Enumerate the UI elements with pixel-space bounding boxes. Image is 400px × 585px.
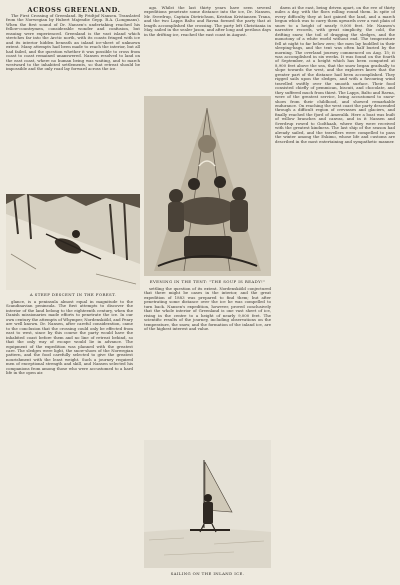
text-column-1 [6, 14, 140, 190]
sailing-caption: SAILING ON THE INLAND ICE. [170, 571, 245, 576]
text-column-5 [144, 287, 271, 435]
forest-descent-illustration [6, 194, 140, 290]
column-3-text: dawn at the east, being driven apart, on the eve of thirty miles a day, with the floes rolling round them. In spite of every difficulty they at last gained the land, and a march begun which was to carry them upwards over a vast plain of snow to a height of nearly 9,000 feet. Mr. Nansen's narrative records, with great simplicity, the cold, the drifting snow, the toil of dragging the sledges, and the monotony of a white world without end. The temperature fell at night to far below zero; the men lay huddled in their sleeping-bags, and the tent was often half buried by the morning. The overland journey commenced on Aug. 15; it was accomplished in six weeks. It was found on the fourth of September, at a height which has been computed at 8,900 feet above the sea, that the snow began gradually to slope towards the west, and the explorers knew that the greater part of the distance had been accomplished. They rigged sails upon the sledges, and with a favouring wind travelled swiftly over the smooth surface. Their food consisted chiefly of pemmican, biscuit, and chocolate, and they suffered much from thirst. The Lapps, Balto and Ravna, were of the greatest service, being accustomed to snow-shoes from their childhood, and showed remarkable endurance. On reaching the west coast the party descended through a difficult region of crevasses and glaciers, and finally reached the fjord of Ameralik. Here a boat was built of willow branches and canvas, and in it Nansen and Sverdrup rowed to Godthaab, where they were received with the greatest kindness. The last ship of the season had already sailed, and the travellers were compelled to pass the winter among the Eskimo, whose life and customs are described in the most entertaining and sympathetic manner. [275, 6, 395, 144]
tent-illustration [144, 96, 271, 276]
tent-illustration-caption: EVENING IN THE TENT: "THE SOUP IS READY!" [149, 279, 266, 284]
forest-descent-caption: A STEEP DESCENT IN THE FOREST. [29, 292, 117, 297]
text-column-3 [275, 6, 395, 578]
column-2-text: ago. Whilst the last thirty years have seen several expeditions penetrate some distance into the ice, Dr. Nansen, Mr. Sverdrup, Captain Dietrichson, Kristian Kristiansen Trana, and the two Lapps Balto and Ravna formed the party that at length accomplished the crossing. The party left Christiania in May, sailed in the sealer Jason, and after long and perilous days in the drifting ice, reached the east coast in August. [144, 6, 271, 37]
article-title: ACROSS GREENLAND. [27, 6, 121, 14]
column-5-text: settling the question of its extent. Nordenskiöld conjectured that there might be oases in the interior, and the great expedition of 1883 was prepared to find them; but after penetrating some distance over the ice he was compelled to turn back. Nansen's expedition, however, proved conclusively that the whole interior of Greenland is one vast sheet of ice, rising in the centre to a height of nearly 9,000 feet. The scientific results of the journey, including observations on the temperature, the snow, and the formation of the inland ice, are of the highest interest and value. [144, 287, 271, 332]
text-column-4 [6, 300, 133, 578]
sailing-illustration [144, 440, 271, 568]
column-4-text: glance, is a peninsula almost equal in magnitude to the Scandinavian peninsula. The first attempts to discover the interior of the land belong to the eighteenth century, when the Danish missionaries made efforts to penetrate the ice. In our own century the attempts of Whymper, Nordenskiöld, and Peary are well known. Dr. Nansen, after careful consideration, came to the conclusion that the crossing could only be effected from east to west, since by this course the party would have the inhabited coast before them and no line of retreat behind, so that the only way of escape would lie in advance. The equipment of the expedition was planned with the greatest care. The sledges were light, the snow-shoes of the Norwegian pattern, and the food carefully selected to give the greatest nourishment with the least weight. Such a journey required men of exceptional strength and skill, and Nansen selected his companions from among those who were accustomed to a hard life in the open air. [6, 300, 133, 376]
column-1-text: The First Crossing of Greenland. By Fridtjof Nansen. Translated from the Norwegian by Hubert Majendie Gepp. B.A. (Longmans). When the first sound of Dr. Nansen's undertaking reached his fellow-countrymen, considerable wonder and confusion, but ensuing were experienced. Greenland is the vast island which stretches far into the Arctic north, with its coasts fringed with ice and its interior hidden beneath an inland ice-sheet of unknown extent. Many attempts had been made to reach the interior, but all had failed, and the question whether it was possible to cross from coast to coast remained unanswered. Nansen resolved to land on the east coast, where no human being was waiting, and to march westward to the inhabited settlements, so that retreat should be impossible and the only road lay forward across the ice. [6, 14, 140, 72]
text-column-2 [144, 6, 271, 94]
